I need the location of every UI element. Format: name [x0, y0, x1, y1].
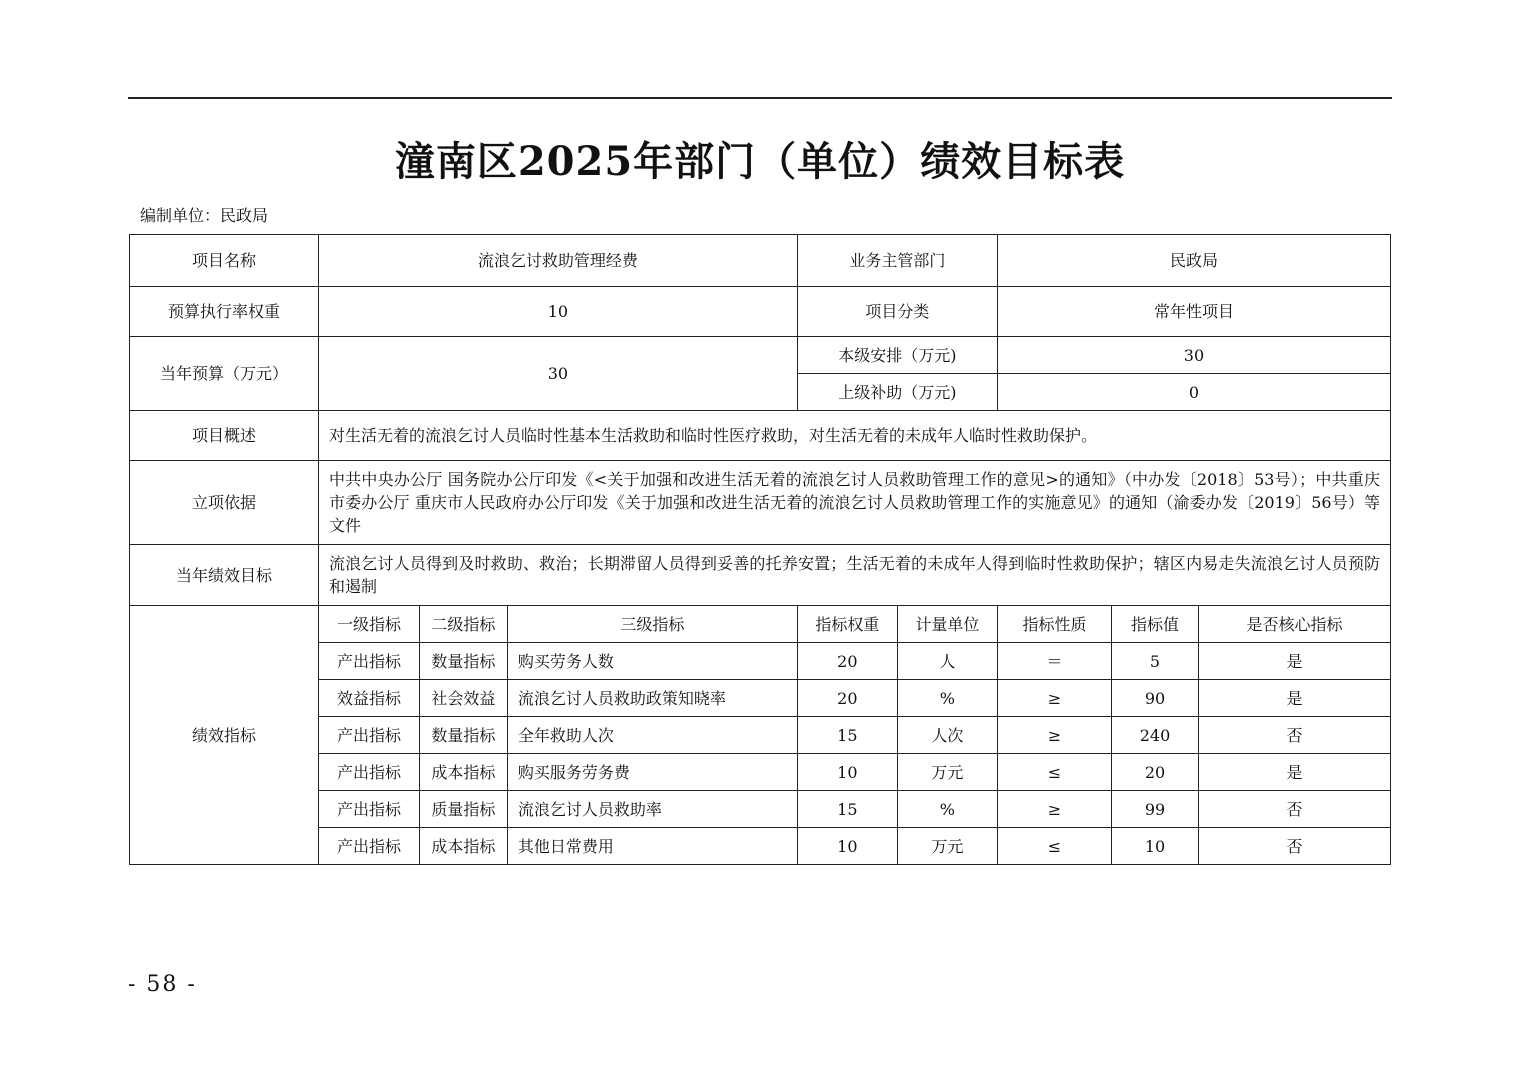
- indicator-header-row: [130, 606, 1391, 643]
- value-category: 常年性项目: [997, 287, 1390, 337]
- cell-l3: 购买服务劳务费: [507, 754, 797, 791]
- label-indicators: 绩效指标: [130, 606, 319, 865]
- cell-l3: 其他日常费用: [507, 828, 797, 865]
- table-row: [130, 828, 1391, 865]
- header-l3: 三级指标: [507, 606, 797, 643]
- label-upper: 上级补助（万元): [797, 374, 997, 411]
- label-local: 本级安排（万元): [797, 337, 997, 374]
- cell-value: 20: [1112, 754, 1199, 791]
- label-budget: 当年预算（万元）: [130, 337, 319, 411]
- cell-core: 否: [1198, 791, 1390, 828]
- row-goal: [130, 545, 1391, 606]
- cell-unit: 人: [897, 643, 997, 680]
- row-budget-local: [130, 337, 1391, 374]
- row-basis: [130, 461, 1391, 545]
- label-category: 项目分类: [797, 287, 997, 337]
- cell-weight: 10: [797, 754, 897, 791]
- cell-value: 10: [1112, 828, 1199, 865]
- cell-core: 是: [1198, 754, 1390, 791]
- cell-core: 是: [1198, 643, 1390, 680]
- row-overview: [130, 411, 1391, 461]
- cell-nature: ≤: [997, 754, 1111, 791]
- table-row: [130, 754, 1391, 791]
- header-l1: 一级指标: [318, 606, 419, 643]
- table-row: [130, 791, 1391, 828]
- table-row: [130, 680, 1391, 717]
- cell-l1: 产出指标: [318, 828, 419, 865]
- cell-unit: %: [897, 791, 997, 828]
- value-overview: 对生活无着的流浪乞讨人员临时性基本生活救助和临时性医疗救助，对生活无着的未成年人临时性救助保护。: [318, 411, 1390, 461]
- cell-weight: 15: [797, 717, 897, 754]
- cell-l2: 数量指标: [419, 643, 507, 680]
- row-project-name: [130, 235, 1391, 287]
- cell-nature: ≥: [997, 717, 1111, 754]
- cell-core: 是: [1198, 680, 1390, 717]
- value-project-name: 流浪乞讨救助管理经费: [318, 235, 797, 287]
- cell-unit: 人次: [897, 717, 997, 754]
- value-weight: 10: [318, 287, 797, 337]
- header-value: 指标值: [1112, 606, 1199, 643]
- header-nature: 指标性质: [997, 606, 1111, 643]
- cell-l1: 产出指标: [318, 643, 419, 680]
- cell-l2: 数量指标: [419, 717, 507, 754]
- cell-l3: 流浪乞讨人员救助政策知晓率: [507, 680, 797, 717]
- table-row: [130, 717, 1391, 754]
- cell-l1: 效益指标: [318, 680, 419, 717]
- cell-value: 240: [1112, 717, 1199, 754]
- compiling-unit: 编制单位：民政局: [140, 206, 269, 225]
- cell-l3: 全年救助人次: [507, 717, 797, 754]
- cell-l2: 成本指标: [419, 828, 507, 865]
- header-core: 是否核心指标: [1198, 606, 1390, 643]
- top-rule: [128, 97, 1392, 99]
- label-goal: 当年绩效目标: [130, 545, 319, 606]
- page-number: - 58 -: [128, 972, 197, 997]
- cell-nature: ≥: [997, 680, 1111, 717]
- header-l2: 二级指标: [419, 606, 507, 643]
- cell-l2: 成本指标: [419, 754, 507, 791]
- cell-weight: 20: [797, 643, 897, 680]
- label-overview: 项目概述: [130, 411, 319, 461]
- value-local: 30: [997, 337, 1390, 374]
- performance-target-table: [129, 234, 1391, 865]
- cell-nature: ＝: [997, 643, 1111, 680]
- value-dept: 民政局: [997, 235, 1390, 287]
- cell-l3: 购买劳务人数: [507, 643, 797, 680]
- cell-core: 否: [1198, 717, 1390, 754]
- cell-unit: 万元: [897, 754, 997, 791]
- label-weight: 预算执行率权重: [130, 287, 319, 337]
- cell-nature: ≤: [997, 828, 1111, 865]
- cell-value: 5: [1112, 643, 1199, 680]
- label-dept: 业务主管部门: [797, 235, 997, 287]
- cell-unit: %: [897, 680, 997, 717]
- cell-weight: 15: [797, 791, 897, 828]
- label-basis: 立项依据: [130, 461, 319, 545]
- cell-l1: 产出指标: [318, 717, 419, 754]
- cell-unit: 万元: [897, 828, 997, 865]
- cell-l1: 产出指标: [318, 791, 419, 828]
- value-goal: 流浪乞讨人员得到及时救助、救治；长期滞留人员得到妥善的托养安置；生活无着的未成年人得到临时性救助保护；辖区内易走失流浪乞讨人员预防和遏制: [318, 545, 1390, 606]
- value-upper: 0: [997, 374, 1390, 411]
- cell-value: 99: [1112, 791, 1199, 828]
- cell-weight: 20: [797, 680, 897, 717]
- table-row: [130, 643, 1391, 680]
- header-unit: 计量单位: [897, 606, 997, 643]
- cell-nature: ≥: [997, 791, 1111, 828]
- cell-l2: 质量指标: [419, 791, 507, 828]
- cell-core: 否: [1198, 828, 1390, 865]
- cell-l2: 社会效益: [419, 680, 507, 717]
- label-project-name: 项目名称: [130, 235, 319, 287]
- value-basis: 中共中央办公厅 国务院办公厅印发《<关于加强和改进生活无着的流浪乞讨人员救助管理工作的意见>的通知》（中办发〔2018〕53号）；中共重庆市委办公厅 重庆市人民政府办公厅印发《关于加强和改进生活无着的流浪乞讨人员救助管理工作的实施意见》的通知（渝委办发〔2019〕56号）等文件: [318, 461, 1390, 545]
- cell-weight: 10: [797, 828, 897, 865]
- page-title: 潼南区2025年部门（单位）绩效目标表: [394, 138, 1126, 185]
- row-weight: [130, 287, 1391, 337]
- header-weight: 指标权重: [797, 606, 897, 643]
- value-budget: 30: [318, 337, 797, 411]
- cell-l3: 流浪乞讨人员救助率: [507, 791, 797, 828]
- cell-value: 90: [1112, 680, 1199, 717]
- cell-l1: 产出指标: [318, 754, 419, 791]
